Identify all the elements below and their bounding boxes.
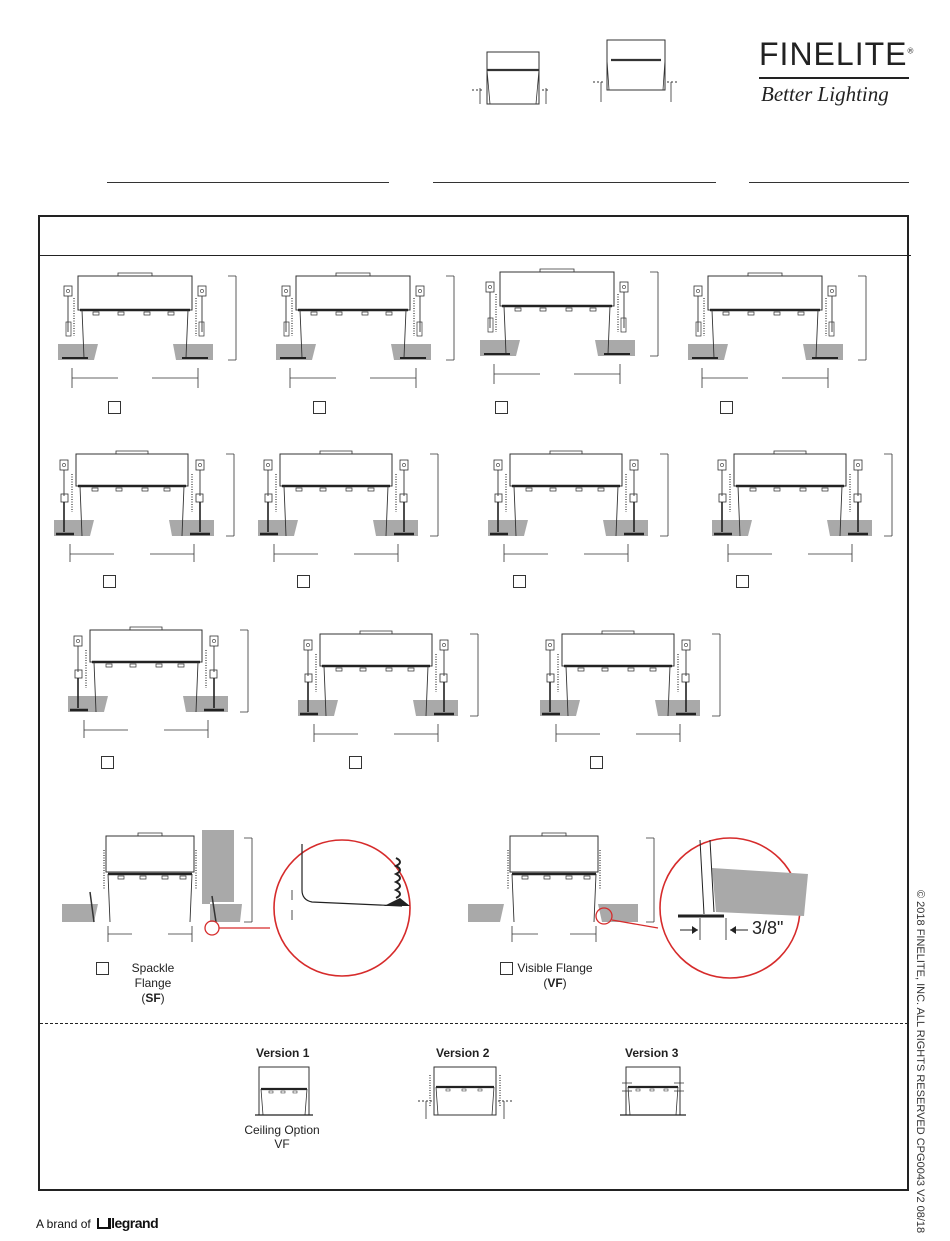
version-2-label: Version 2 — [436, 1046, 490, 1060]
logo-word: FINELITE — [759, 36, 908, 72]
ceiling-option-drawing-r1c1 — [58, 272, 253, 397]
thumbnail-drawing-2 — [593, 36, 678, 104]
copyright-notice: © 2018 FINELITE, INC. ALL RIGHTS RESERVED CPG0043 V2 08/18 — [914, 890, 926, 1234]
blank-field-line-1[interactable] — [107, 182, 389, 183]
version-3-label: Version 3 — [625, 1046, 679, 1060]
spackle-flange-drawing — [62, 830, 422, 980]
option-checkbox-r3c3[interactable] — [590, 756, 603, 769]
visible-flange-code — [515, 976, 595, 991]
option-checkbox-r1c1[interactable] — [108, 401, 121, 414]
dimension-callout: 3/8" — [752, 918, 784, 938]
spackle-flange-text: Spackle Flange — [131, 961, 175, 990]
spackle-flange-code-close: ) — [160, 991, 165, 1005]
option-checkbox-r2c4[interactable] — [736, 575, 749, 588]
ceiling-option-drawing-r1c4 — [688, 272, 888, 397]
ceiling-option-drawing-r1c2 — [276, 272, 471, 397]
ceiling-option-caption-line1: Ceiling Option — [244, 1123, 320, 1137]
ceiling-option-drawing-r3c3 — [540, 630, 760, 755]
logo-tagline: Better Lighting — [761, 82, 889, 106]
spackle-flange-label — [113, 961, 193, 1006]
brand-footer — [36, 1215, 158, 1231]
option-checkbox-r1c2[interactable] — [313, 401, 326, 414]
option-checkbox-r1c3[interactable] — [495, 401, 508, 414]
option-checkbox-r3c2[interactable] — [349, 756, 362, 769]
version-2-drawing — [418, 1065, 512, 1120]
blank-field-line-3[interactable] — [749, 182, 909, 183]
option-checkbox-r1c4[interactable] — [720, 401, 733, 414]
panel-dashed-divider — [40, 1023, 908, 1024]
spackle-flange-code-text: SF — [145, 991, 161, 1005]
visible-flange-checkbox[interactable] — [500, 962, 513, 975]
visible-flange-code-text: VF — [547, 976, 563, 990]
version-3-drawing — [620, 1065, 686, 1120]
panel-header-divider — [38, 255, 911, 256]
version-1-label: Version 1 — [256, 1046, 310, 1060]
ceiling-option-drawing-r1c3 — [480, 268, 675, 393]
ceiling-option-drawing-r2c2 — [258, 450, 458, 575]
logo-registered-mark: ® — [907, 46, 915, 56]
visible-flange-code-open: ( — [543, 976, 548, 990]
visible-flange-code-close: ) — [562, 976, 567, 990]
ceiling-option-drawing-r3c1 — [68, 626, 273, 751]
ceiling-option-drawing-r2c1 — [54, 450, 254, 575]
ceiling-option-caption-line2: VF — [274, 1137, 290, 1151]
option-checkbox-r2c3[interactable] — [513, 575, 526, 588]
version-1-drawing — [255, 1065, 313, 1120]
option-checkbox-r2c2[interactable] — [297, 575, 310, 588]
visible-flange-label — [515, 961, 595, 991]
logo-underline — [759, 77, 909, 79]
blank-field-line-2[interactable] — [433, 182, 716, 183]
spackle-flange-code — [113, 991, 193, 1006]
ceiling-option-drawing-r2c4 — [712, 450, 912, 575]
visible-flange-text: Visible Flange — [517, 961, 593, 975]
option-checkbox-r2c1[interactable] — [103, 575, 116, 588]
spackle-flange-code-open: ( — [141, 991, 146, 1005]
ceiling-option-caption — [232, 1123, 332, 1151]
brand-prefix: A brand of — [36, 1217, 91, 1231]
legrand-logo-icon — [97, 1218, 111, 1229]
ceiling-option-drawing-r3c2 — [298, 630, 518, 755]
option-checkbox-r3c1[interactable] — [101, 756, 114, 769]
thumbnail-drawing-1 — [470, 48, 550, 106]
ceiling-option-drawing-r2c3 — [488, 450, 688, 575]
spackle-flange-checkbox[interactable] — [96, 962, 109, 975]
brand-name: legrand — [111, 1215, 159, 1231]
brand-logo-wordmark — [759, 36, 914, 73]
